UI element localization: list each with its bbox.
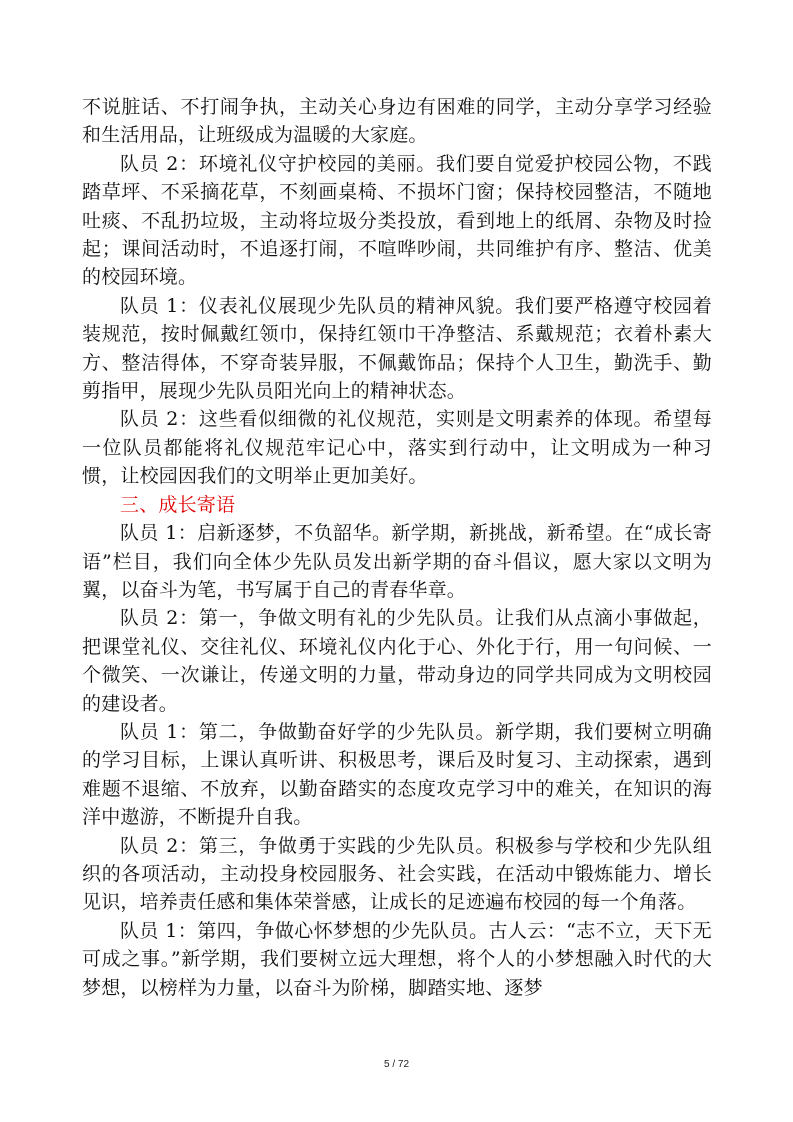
paragraph-appearance-etiquette: 队员 1：仪表礼仪展现少先队员的精神风貌。我们要严格遵守校园着装规范，按时佩戴红领巾，保持红领巾干净整洁、系戴规范；衣着朴素大方、整洁得体，不穿奇装异服，不佩戴饰品；保持个人卫生，勤洗手、勤剪指甲，展现少先队员阳光向上的精神状态。 [82, 294, 712, 403]
paragraph-growth-third: 队员 2：第三，争做勇于实践的少先队员。积极参与学校和少先队组织的各项活动，主动投身校园服务、社会实践，在活动中锻炼能力、增长见识，培养责任感和集体荣誉感，让成长的足迹遍布校园的每一个角落。 [82, 834, 712, 914]
document-body [82, 93, 712, 1002]
paragraph-growth-intro: 队员 1：启新逐梦，不负韶华。新学期，新挑战，新希望。在“成长寄语”栏目，我们向全体少先队员发出新学期的奋斗倡议，愿大家以文明为翼，以奋斗为笔，书写属于自己的青春华章。 [82, 522, 712, 601]
section-heading: 三、成长寄语 [120, 493, 236, 516]
page-number: 5 / 72 [383, 1059, 410, 1070]
paragraph-environment-etiquette: 队员 2：环境礼仪守护校园的美丽。我们要自觉爱护校园公物，不践踏草坪、不采摘花草，不刻画桌椅、不损坏门窗；保持校园整洁，不随地吐痰、不乱扔垃圾，主动将垃圾分类投放，看到地上的纸屑、杂物及时捡起；课间活动时，不追逐打闹，不喧哗吵闹，共同维护有序、整洁、优美的校园环境。 [82, 152, 712, 289]
paragraph-etiquette-summary: 队员 2：这些看似细微的礼仪规范，实则是文明素养的体现。希望每一位队员都能将礼仪规范牢记心中，落实到行动中，让文明成为一种习惯，让校园因我们的文明举止更加美好。 [82, 408, 712, 488]
paragraph-growth-second: 队员 1：第二，争做勤奋好学的少先队员。新学期，我们要树立明确的学习目标，上课认真听讲、积极思考，课后及时复习、主动探索，遇到难题不退缩、不放弃，以勤奋踏实的态度攻克学习中的难关，在知识的海洋中遨游，不断提升自我。 [82, 720, 712, 829]
paragraph-continued: 不说脏话、不打闹争执，主动关心身边有困难的同学，主动分享学习经验和生活用品，让班级成为温暖的大家庭。 [82, 96, 712, 147]
paragraph-growth-fourth: 队员 1：第四，争做心怀梦想的少先队员。古人云：“志不立，天下无可成之事。”新学期，我们要树立远大理想，将个人的小梦想融入时代的大梦想，以榜样为力量，以奋斗为阶梯，脚踏实地、逐梦 [82, 919, 712, 999]
paragraph-growth-first: 队员 2：第一，争做文明有礼的少先队员。让我们从点滴小事做起，把课堂礼仪、交往礼仪、环境礼仪内化于心、外化于行，用一句问候、一个微笑、一次谦让，传递文明的力量，带动身边的同学共同成为文明校园的建设者。 [82, 607, 712, 715]
